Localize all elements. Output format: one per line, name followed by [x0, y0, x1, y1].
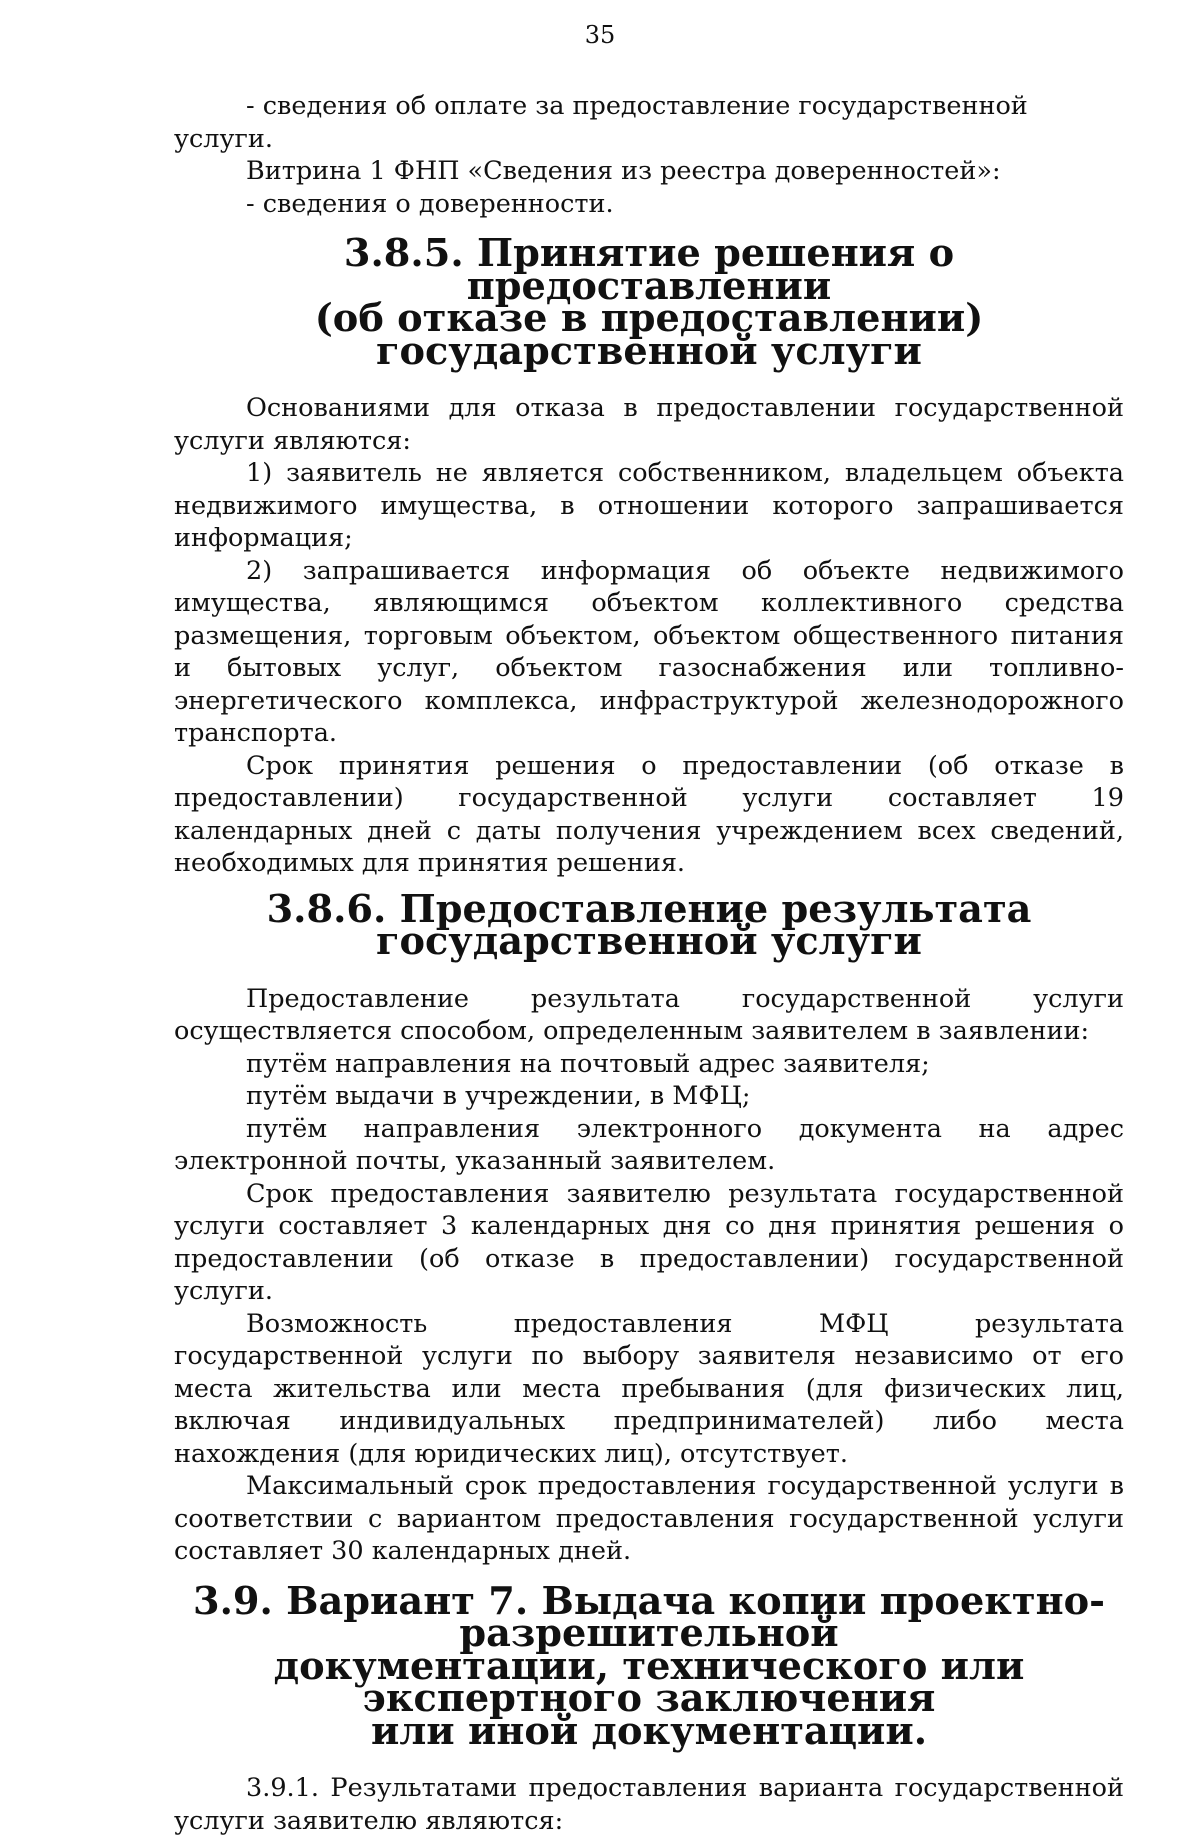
page-number: 35: [584, 21, 616, 49]
section-3-9-1-text: 3.9.1. Результатами предоставления варианта государственной услуги заявителю являются:: [174, 1773, 1124, 1836]
refusal-ground-2: 2) запрашивается информация об объекте недвижимого имущества, являющимся объектом коллективного средства размещения, торговым объектом, объектом общественного питания и бытовых услуг, объектом газоснабжения или топливно-энергетического комплекса, инфраструктурой железнодорожного транспорта.: [174, 555, 1124, 748]
refusal-grounds-intro: Основаниями для отказа в предоставлении государственной услуги являются:: [174, 393, 1124, 456]
section-3-9-heading-line3: или иной документации.: [370, 1708, 928, 1754]
delivery-by-email: путём направления электронного документа на адрес электронной почты, указанный заявителем.: [174, 1113, 1124, 1176]
decision-deadline: Срок принятия решения о предоставлении (об отказе в предоставлении) государственной услуги составляет 19 календарных дней с даты получения учреждением всех сведений, необходимых для принятия решения.: [174, 750, 1124, 878]
vitrina-line: Витрина 1 ФНП «Сведения из реестра доверенностей»:: [246, 156, 1001, 186]
mfc-possibility: Возможность предоставления МФЦ результата государственной услуги по выбору заявителя независимо от его места жительства или места пребывания (для физических лиц, включая индивидуальных предпринимателей) либо места нахождения (для юридических лиц), отсутствует.: [174, 1308, 1124, 1469]
bullet-power-of-attorney: - сведения о доверенности.: [246, 188, 614, 219]
section-3-8-5-heading-line2: (об отказе в предоставлении) государственной услуги: [314, 296, 984, 374]
delivery-by-post: путём направления на почтовый адрес заявителя;: [246, 1048, 930, 1079]
section-3-8-5-heading: [174, 231, 1124, 374]
result-delivery-intro: Предоставление результата государственной услуги осуществляется способом, определенным заявителем в заявлении:: [174, 983, 1124, 1046]
section-3-9-heading: [174, 1578, 1124, 1754]
maximum-term: Максимальный срок предоставления государственной услуги в соответствии с вариантом предоставления государственной услуги составляет 30 календарных дней.: [174, 1471, 1124, 1566]
section-3-9-heading-line2: документации, технического или экспертного заключения: [273, 1643, 1025, 1721]
refusal-ground-1: 1) заявитель не является собственником, владельцем объекта недвижимого имущества, в отношении которого запрашивается информация;: [174, 458, 1124, 553]
section-3-8-5-heading-line1: 3.8.5. Принятие решения о предоставлении: [343, 231, 955, 309]
bullet-payment-info: - сведения об оплате за предоставление государственной услуги.: [174, 91, 1028, 154]
document-body: [174, 90, 1124, 1837]
delivery-deadline: Срок предоставления заявителю результата государственной услуги составляет 3 календарных дня со дня принятия решения о предоставлении (об отказе в предоставлении) государственной услуги.: [174, 1178, 1124, 1306]
delivery-in-office: путём выдачи в учреждении, в МФЦ;: [246, 1081, 751, 1111]
section-3-9-heading-line1: 3.9. Вариант 7. Выдача копии проектно-разрешительной: [193, 1578, 1105, 1656]
section-3-8-6-heading: 3.8.6. Предоставление результата государственной услуги: [266, 886, 1032, 964]
